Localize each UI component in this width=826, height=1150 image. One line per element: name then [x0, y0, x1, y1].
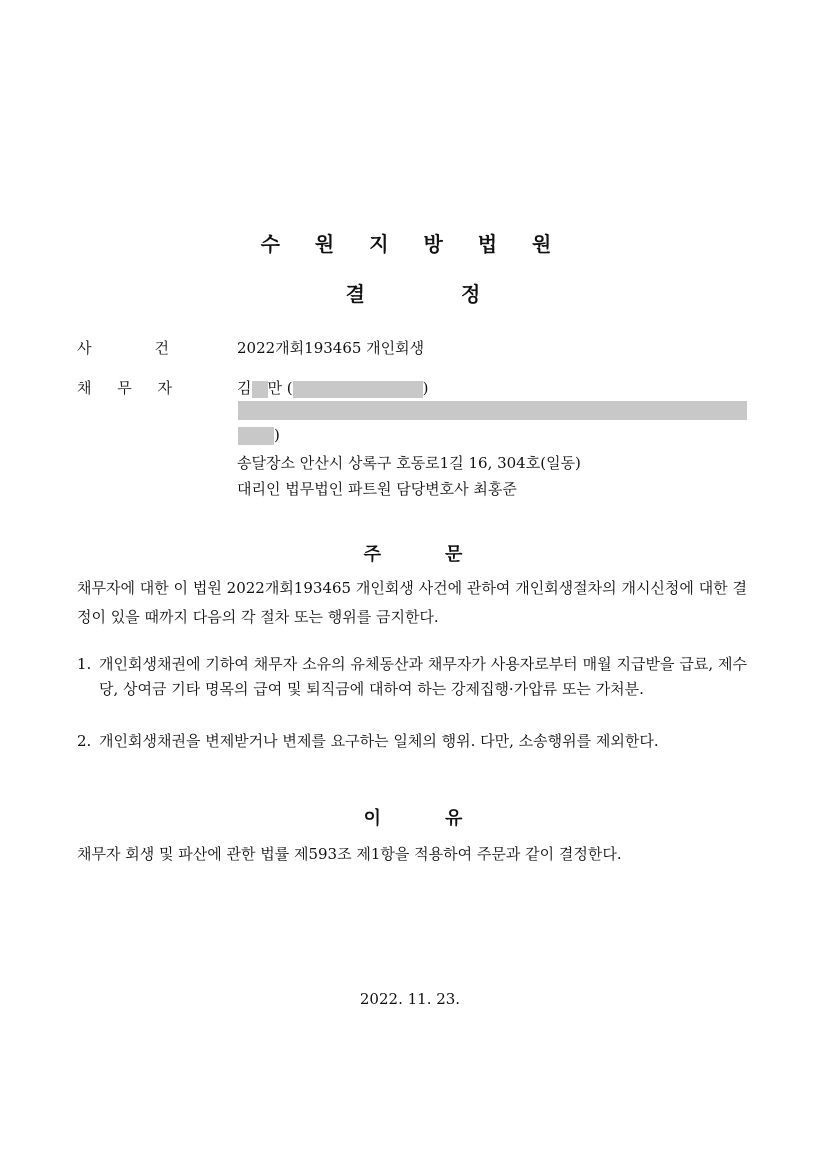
debtor-name-first: 김	[237, 379, 252, 397]
legal-agent: 대리인 법무법인 파트원 담당변호사 최홍준	[237, 480, 517, 498]
order-paragraph: 채무자에 대한 이 법원 2022개회193465 개인회생 사건에 관하여 개인회생절차의 개시신청에 대한 결정이 있을 때까지 다음의 각 절차 또는 행위를 금지한다.	[77, 579, 747, 626]
redaction-block	[252, 381, 268, 398]
id-paren-close: )	[422, 379, 429, 397]
redaction-block	[238, 427, 274, 445]
debtor-name	[237, 377, 429, 398]
delivery-place: 송달장소 안산시 상록구 호동로1길 16, 304호(일동)	[237, 454, 581, 472]
order-item-text: 개인회생채권을 변제받거나 변제를 요구하는 일체의 행위. 다만, 소송행위를 제외한다.	[99, 732, 659, 750]
order-item-number: 1.	[77, 655, 92, 673]
document-type-title	[0, 278, 826, 307]
reason-title-right: 유	[445, 808, 463, 829]
document-type-left: 결	[345, 282, 365, 306]
document-type-right: 정	[461, 282, 481, 306]
order-section-title	[0, 540, 826, 566]
redacted-address-tail: )	[238, 426, 280, 445]
court-name: 수 원 지 방 법 원	[260, 232, 566, 256]
order-item-number: 2.	[77, 732, 92, 750]
order-title-right: 문	[445, 544, 463, 565]
decision-date: 2022. 11. 23.	[359, 990, 461, 1008]
id-paren-open: (	[286, 379, 293, 397]
debtor-name-last: 만	[267, 379, 282, 397]
case-label: 사 건	[77, 339, 169, 357]
order-item-text: 개인회생채권에 기하여 채무자 소유의 유체동산과 채무자가 사용자로부터 매월 지급받을 급료, 제수당, 상여금 기타 명목의 급여 및 퇴직금에 대하여 하는 강제집행·가압류 또는 가처분.	[99, 655, 747, 698]
reason-section-title	[0, 804, 826, 830]
redacted-address	[238, 401, 747, 420]
redaction-block	[293, 381, 423, 398]
case-number: 2022개회193465 개인회생	[237, 339, 425, 357]
reason-paragraph: 채무자 회생 및 파산에 관한 법률 제593조 제1항을 적용하여 주문과 같이 결정한다.	[77, 845, 622, 863]
debtor-label: 채 무 자	[77, 379, 172, 397]
order-title-left: 주	[363, 544, 381, 565]
order-item	[77, 652, 747, 702]
reason-title-left: 이	[363, 808, 381, 829]
order-item	[77, 729, 747, 754]
